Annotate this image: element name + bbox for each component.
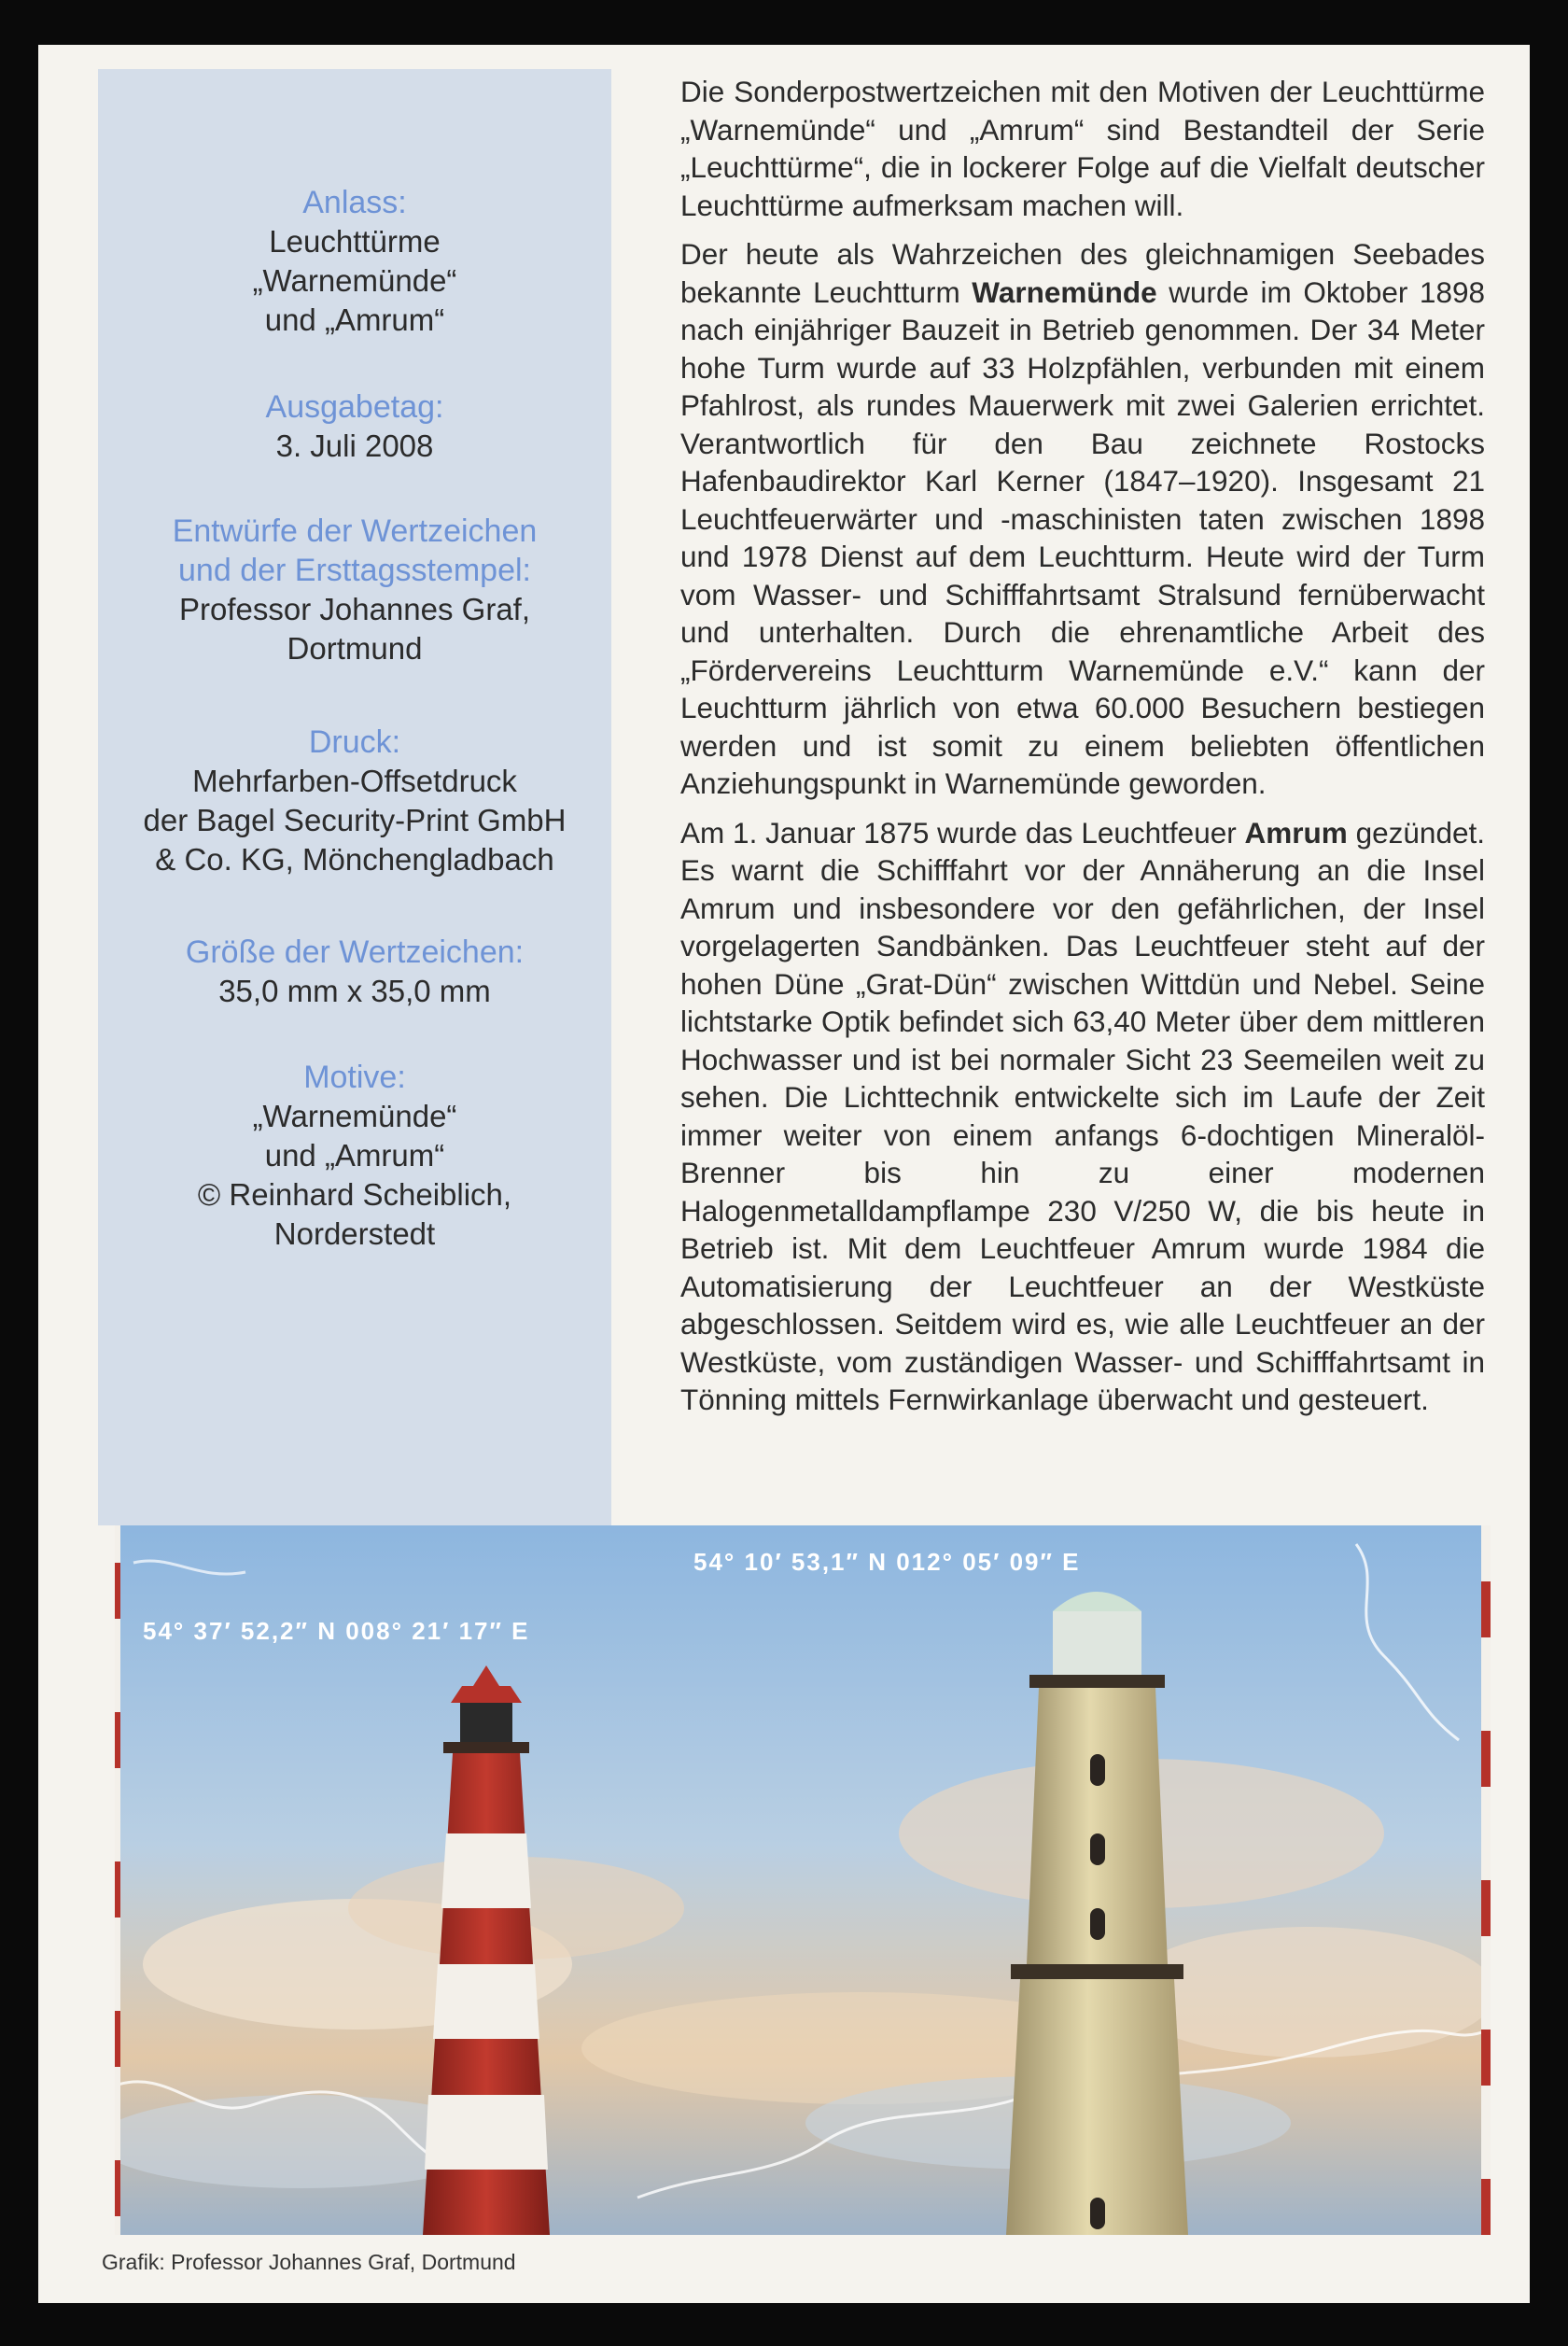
p2-text: Der heute als Wahrzeichen des gleichnamigen Seebades bekannte Leuchtturm — [680, 237, 1485, 309]
ausgabetag-value: 3. Juli 2008 — [275, 428, 434, 463]
photo-caption: Grafik: Professor Johannes Graf, Dortmund — [102, 2250, 516, 2274]
brochure-page — [38, 45, 1530, 2303]
motive-line: „Warnemünde“ — [252, 1099, 457, 1133]
paragraph-warnemuende — [680, 235, 1485, 803]
druck-line: Mehrfarben-Offsetdruck — [192, 764, 517, 798]
p3-text: gezündet. Es warnt die Schifffahrt vor der Annäherung an die Insel Amrum und insbesondere vor den gefährlichen, der Insel vorgelagerten Sandbänken. Das Leuchtfeuer steht auf der hohen Düne „Grat-Dün“ zwischen Wittdün und Nebel. Seine lichtstarke Optik befindet sich 63,40 Meter über dem mittleren Hochwasser und ist bei normaler Sicht 23 Seemeilen weit zu sehen. Die Lichttechnik entwickelte sich im Laufe der Zeit immer weiter von einem anfangs 6-dochtigen Mineralöl-Brenner bis hin zu einer modernen Halogenmetalldampflampe 230 V/250 W, die bis heute in Betrieb ist. Mit dem Leuchtfeuer Amrum wurde 1984 die Automatisierung der Leuchtfeuer an der Westküste abgeschlossen. Seitdem wird es, wie alle Leuchtfeuer an der Westküste, vom zuständigen Wasser- und Schifffahrtsamt in Tönning mittels Fernwirkanlage überwacht und gesteuert. — [680, 815, 1485, 1416]
ausgabetag-heading: Ausgabetag: — [265, 389, 444, 425]
druck-line: der Bagel Security-Print GmbH — [143, 803, 567, 837]
motive-line: und „Amrum“ — [264, 1138, 445, 1173]
entwuerfe-heading: und der Ersttagsstempel: — [178, 553, 531, 588]
druck-line: & Co. KG, Mönchengladbach — [155, 842, 554, 877]
anlass-line: „Warnemünde“ — [252, 263, 457, 298]
entwuerfe-line: Professor Johannes Graf, — [178, 592, 531, 626]
anlass-heading: Anlass: — [302, 185, 407, 220]
article-text — [680, 73, 1485, 1430]
coord-warnemuende: 54° 10′ 53,1″ N 012° 05′ 09″ E — [693, 1548, 1081, 1576]
motive-section — [98, 1058, 611, 1254]
groesse-heading: Größe der Wertzeichen: — [185, 934, 525, 970]
druck-heading: Druck: — [308, 724, 401, 760]
amrum-bold: Amrum — [1244, 815, 1348, 850]
anlass-line: und „Amrum“ — [264, 302, 445, 337]
druck-section — [98, 723, 611, 879]
p2-text: wurde im Oktober 1898 nach einjähriger Bauzeit in Betrieb genommen. Der 34 Meter hohe Turm wurde auf 33 Holzpfählen, verbunden mit einem Pfahlrost, als rundes Mauerwerk mit zwei Galerien errichtet. Verantwortlich für den Bau zeichnete Rostocks Hafenbaudirektor Karl Kerner (1847–1920). Insgesamt 21 Leuchtfeuerwärter und -maschinisten taten zwischen 1898 und 1978 Dienst auf dem Leuchtturm. Heute wird der Turm vom Wasser- und Schifffahrtsamt Stralsund fernüberwacht und unterhalten. Durch die ehrenamtliche Arbeit des „Fördervereins Leuchtturm Warnemünde e.V.“ kann der Leuchtturm jährlich von etwa 60.000 Besuchern bestiegen werden und ist somit zu einem beliebten öffentlichen Anziehungspunkt in Warnemünde geworden. — [680, 274, 1485, 800]
motive-heading: Motive: — [303, 1060, 406, 1095]
entwuerfe-heading: Entwürfe der Wertzeichen — [172, 513, 538, 549]
coord-amrum: 54° 37′ 52,2″ N 008° 21′ 17″ E — [143, 1617, 530, 1645]
info-sidebar — [98, 69, 611, 1525]
motive-line: © Reinhard Scheiblich, — [197, 1177, 512, 1212]
paragraph-amrum — [680, 814, 1485, 1419]
groesse-value: 35,0 mm x 35,0 mm — [218, 974, 491, 1008]
anlass-section — [98, 183, 611, 340]
entwuerfe-line: Dortmund — [287, 631, 423, 666]
ausgabetag-section — [98, 387, 611, 466]
lighthouse-photo — [115, 1525, 1491, 2235]
entwuerfe-section — [98, 512, 611, 668]
groesse-section — [98, 933, 611, 1011]
anlass-line: Leuchttürme — [269, 224, 441, 259]
paragraph-intro: Die Sonderpostwertzeichen mit den Motiven der Leuchttürme „Warnemünde“ und „Amrum“ sind Bestandteil der Serie „Leuchttürme“, die in lockerer Folge auf die Vielfalt deutscher Leuchttürme aufmerksam machen will. — [680, 75, 1485, 222]
motive-line: Norderstedt — [273, 1216, 436, 1251]
warnemuende-bold: Warnemünde — [972, 274, 1157, 309]
p3-text: Am 1. Januar 1875 wurde das Leuchtfeuer — [680, 815, 1245, 850]
lighthouse-illustration — [115, 1525, 1491, 2235]
